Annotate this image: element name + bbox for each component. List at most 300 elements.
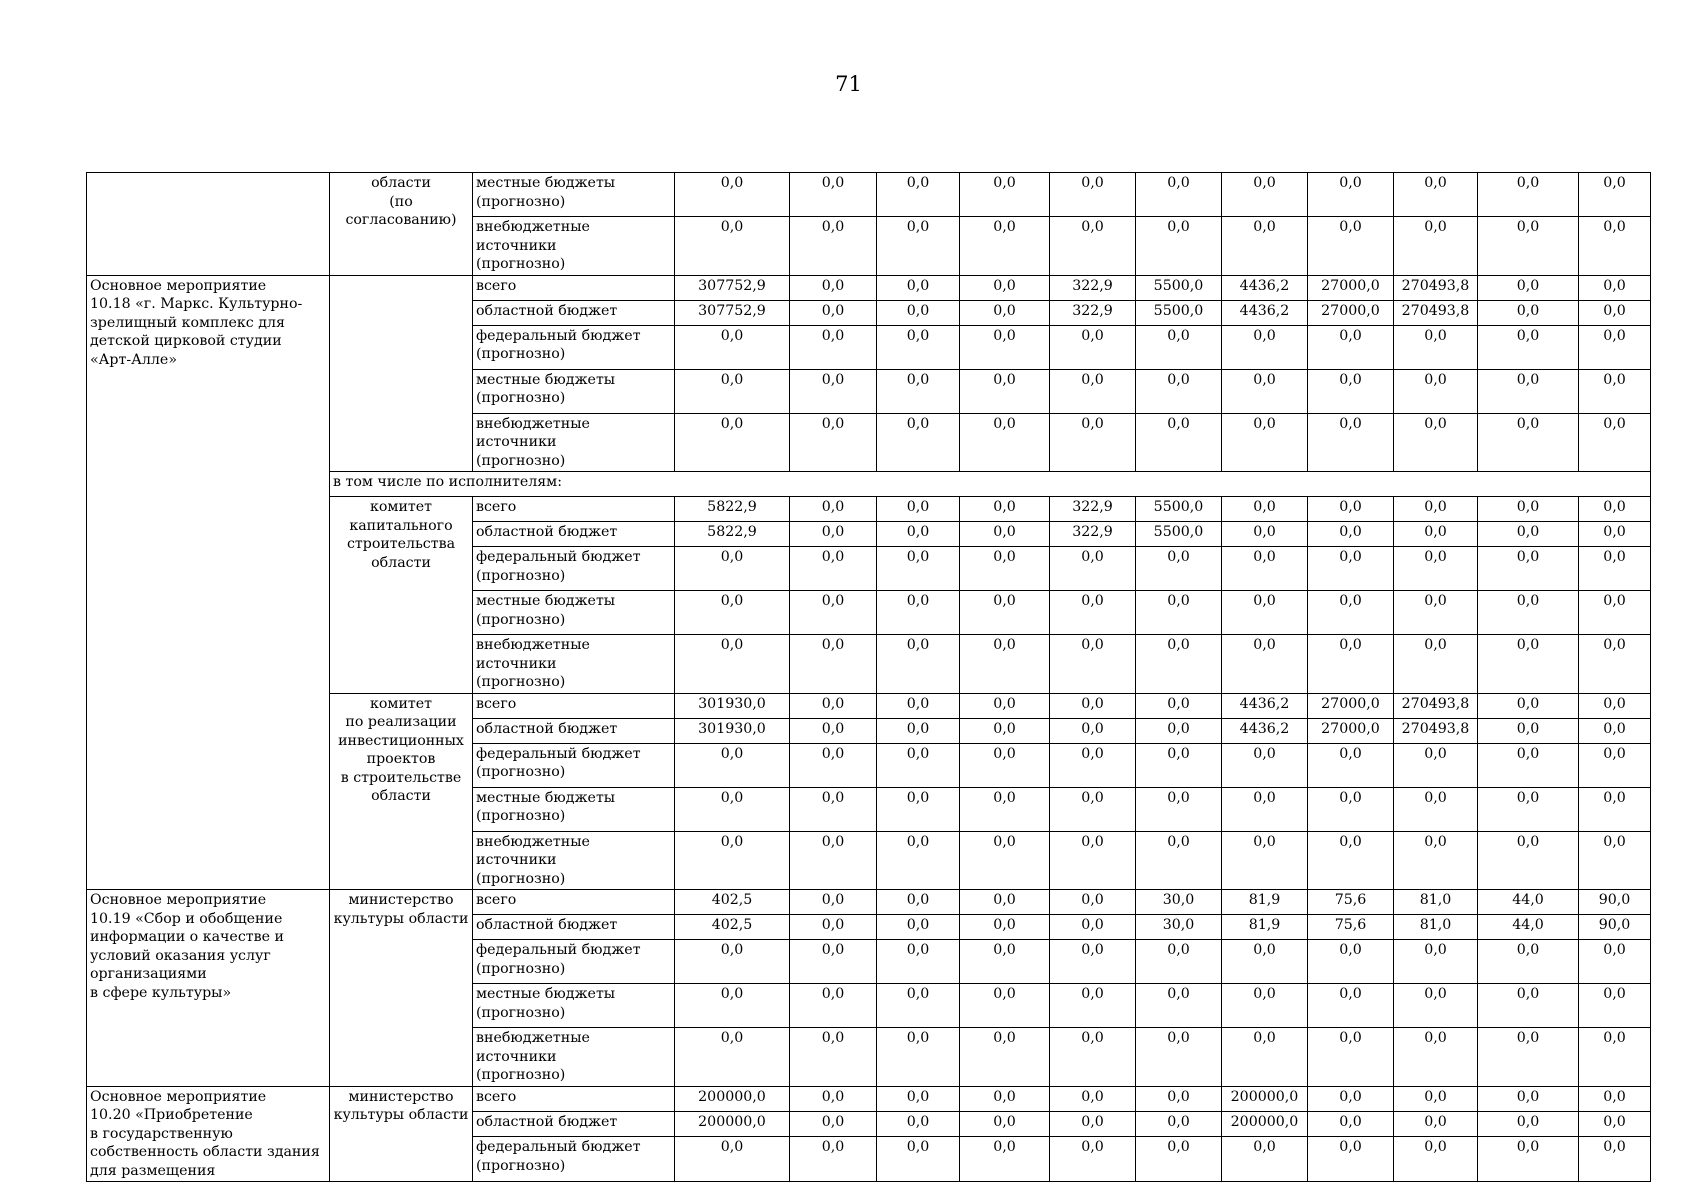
value-cell: 0,0 — [1308, 787, 1394, 831]
value-cell: 0,0 — [1308, 522, 1394, 547]
value-cell: 0,0 — [1308, 743, 1394, 787]
value-cell: 0,0 — [960, 217, 1050, 276]
source-cell: внебюджетные источники (прогнозно) — [473, 413, 675, 472]
value-cell: 0,0 — [877, 547, 960, 591]
value-cell: 0,0 — [790, 1137, 877, 1182]
value-cell: 0,0 — [1050, 369, 1136, 413]
value-cell: 0,0 — [1579, 1137, 1651, 1182]
value-cell: 0,0 — [1394, 940, 1478, 984]
executors-subheader: в том числе по исполнителям: — [330, 472, 1651, 497]
value-cell: 0,0 — [1136, 591, 1222, 635]
value-cell: 0,0 — [1222, 217, 1308, 276]
value-cell: 0,0 — [1050, 1111, 1136, 1136]
value-cell: 0,0 — [1579, 635, 1651, 694]
executor-cell: комитет по реализации инвестиционных проектов в строительстве области — [330, 693, 473, 890]
value-cell: 0,0 — [1579, 1028, 1651, 1087]
executor-cell: области (по согласованию) — [330, 173, 473, 276]
table-row — [87, 275, 1651, 300]
value-cell: 0,0 — [1579, 497, 1651, 522]
value-cell: 0,0 — [1478, 217, 1579, 276]
value-cell: 0,0 — [877, 693, 960, 718]
value-cell: 0,0 — [1308, 984, 1394, 1028]
value-cell: 0,0 — [790, 693, 877, 718]
value-cell: 0,0 — [1050, 787, 1136, 831]
value-cell: 0,0 — [1308, 413, 1394, 472]
value-cell: 0,0 — [1136, 325, 1222, 369]
executor-cell: министерство культуры области — [330, 890, 473, 1087]
value-cell: 0,0 — [1394, 522, 1478, 547]
value-cell: 0,0 — [877, 1086, 960, 1111]
value-cell: 27000,0 — [1308, 718, 1394, 743]
value-cell: 0,0 — [1579, 369, 1651, 413]
value-cell: 0,0 — [1222, 522, 1308, 547]
value-cell: 0,0 — [1394, 1086, 1478, 1111]
source-cell: всего — [473, 890, 675, 915]
value-cell: 322,9 — [1050, 522, 1136, 547]
value-cell: 0,0 — [1136, 1111, 1222, 1136]
value-cell: 0,0 — [1394, 591, 1478, 635]
value-cell: 0,0 — [960, 940, 1050, 984]
value-cell: 270493,8 — [1394, 693, 1478, 718]
value-cell: 5822,9 — [675, 522, 790, 547]
value-cell: 0,0 — [1050, 413, 1136, 472]
value-cell: 0,0 — [1478, 787, 1579, 831]
value-cell: 0,0 — [790, 275, 877, 300]
value-cell: 0,0 — [790, 217, 877, 276]
value-cell: 0,0 — [877, 635, 960, 694]
value-cell: 0,0 — [675, 547, 790, 591]
source-cell: областной бюджет — [473, 300, 675, 325]
value-cell: 0,0 — [1222, 787, 1308, 831]
value-cell: 0,0 — [1308, 497, 1394, 522]
value-cell: 0,0 — [1136, 984, 1222, 1028]
value-cell: 0,0 — [1222, 743, 1308, 787]
value-cell: 0,0 — [675, 984, 790, 1028]
source-cell: внебюджетные источники (прогнозно) — [473, 635, 675, 694]
value-cell: 0,0 — [960, 984, 1050, 1028]
value-cell: 0,0 — [1308, 217, 1394, 276]
value-cell: 0,0 — [675, 831, 790, 890]
source-cell: федеральный бюджет (прогнозно) — [473, 547, 675, 591]
value-cell: 0,0 — [1050, 743, 1136, 787]
value-cell: 0,0 — [960, 300, 1050, 325]
value-cell: 5500,0 — [1136, 497, 1222, 522]
value-cell: 81,9 — [1222, 890, 1308, 915]
value-cell: 0,0 — [1579, 413, 1651, 472]
value-cell: 0,0 — [1136, 718, 1222, 743]
source-cell: областной бюджет — [473, 915, 675, 940]
measure-cell: Основное мероприятие 10.20 «Приобретение в государственную собственность области здания для размещения — [87, 1086, 330, 1182]
value-cell: 0,0 — [877, 300, 960, 325]
value-cell: 200000,0 — [675, 1111, 790, 1136]
value-cell: 0,0 — [960, 369, 1050, 413]
value-cell: 0,0 — [1478, 1111, 1579, 1136]
value-cell: 0,0 — [960, 718, 1050, 743]
value-cell: 270493,8 — [1394, 275, 1478, 300]
value-cell: 0,0 — [1478, 635, 1579, 694]
value-cell: 0,0 — [1579, 718, 1651, 743]
value-cell: 0,0 — [1136, 831, 1222, 890]
value-cell: 0,0 — [877, 1028, 960, 1087]
source-cell: местные бюджеты (прогнозно) — [473, 787, 675, 831]
value-cell: 0,0 — [1222, 413, 1308, 472]
value-cell: 0,0 — [1478, 1028, 1579, 1087]
value-cell: 0,0 — [1394, 635, 1478, 694]
value-cell: 0,0 — [1394, 497, 1478, 522]
value-cell: 0,0 — [1308, 547, 1394, 591]
value-cell: 0,0 — [790, 718, 877, 743]
value-cell: 0,0 — [790, 743, 877, 787]
value-cell: 0,0 — [1478, 831, 1579, 890]
value-cell: 0,0 — [790, 547, 877, 591]
value-cell: 0,0 — [877, 591, 960, 635]
value-cell: 0,0 — [675, 635, 790, 694]
value-cell: 0,0 — [1136, 217, 1222, 276]
value-cell: 0,0 — [1478, 325, 1579, 369]
value-cell: 0,0 — [1478, 1137, 1579, 1182]
value-cell: 5500,0 — [1136, 275, 1222, 300]
value-cell: 0,0 — [960, 173, 1050, 217]
source-cell: всего — [473, 497, 675, 522]
measure-cell: Основное мероприятие 10.18 «г. Маркс. Культурно-зрелищный комплекс для детской цирковой студии «Арт-Алле» — [87, 275, 330, 890]
value-cell: 0,0 — [1222, 173, 1308, 217]
source-cell: областной бюджет — [473, 522, 675, 547]
budget-table — [86, 172, 1651, 1182]
value-cell: 0,0 — [1394, 743, 1478, 787]
value-cell: 402,5 — [675, 915, 790, 940]
value-cell: 0,0 — [1579, 787, 1651, 831]
value-cell: 0,0 — [877, 787, 960, 831]
source-cell: областной бюджет — [473, 718, 675, 743]
value-cell: 0,0 — [960, 1028, 1050, 1087]
value-cell: 0,0 — [1394, 787, 1478, 831]
value-cell: 0,0 — [1136, 635, 1222, 694]
value-cell: 0,0 — [877, 325, 960, 369]
value-cell: 322,9 — [1050, 275, 1136, 300]
value-cell: 0,0 — [877, 743, 960, 787]
executor-cell: комитет капитального строительства области — [330, 497, 473, 694]
value-cell: 0,0 — [1394, 325, 1478, 369]
value-cell: 0,0 — [877, 984, 960, 1028]
source-cell: федеральный бюджет (прогнозно) — [473, 743, 675, 787]
value-cell: 0,0 — [1050, 173, 1136, 217]
source-cell: федеральный бюджет (прогнозно) — [473, 325, 675, 369]
value-cell: 0,0 — [1579, 591, 1651, 635]
source-cell: федеральный бюджет (прогнозно) — [473, 1137, 675, 1182]
value-cell: 0,0 — [1579, 275, 1651, 300]
value-cell: 0,0 — [877, 915, 960, 940]
source-cell: внебюджетные источники (прогнозно) — [473, 1028, 675, 1087]
source-cell: местные бюджеты (прогнозно) — [473, 591, 675, 635]
value-cell: 0,0 — [1308, 591, 1394, 635]
value-cell: 0,0 — [1394, 369, 1478, 413]
value-cell: 0,0 — [1050, 940, 1136, 984]
value-cell: 0,0 — [1478, 369, 1579, 413]
value-cell: 0,0 — [675, 743, 790, 787]
source-cell: местные бюджеты (прогнозно) — [473, 173, 675, 217]
value-cell: 0,0 — [790, 591, 877, 635]
value-cell: 0,0 — [1308, 1137, 1394, 1182]
value-cell: 0,0 — [1308, 940, 1394, 984]
value-cell: 0,0 — [1478, 718, 1579, 743]
table-row — [87, 173, 1651, 217]
value-cell: 0,0 — [1478, 591, 1579, 635]
value-cell: 0,0 — [790, 915, 877, 940]
value-cell: 0,0 — [1222, 325, 1308, 369]
value-cell: 322,9 — [1050, 497, 1136, 522]
value-cell: 0,0 — [1478, 522, 1579, 547]
value-cell: 81,0 — [1394, 915, 1478, 940]
value-cell: 0,0 — [1222, 984, 1308, 1028]
value-cell: 0,0 — [790, 831, 877, 890]
value-cell: 0,0 — [1050, 1028, 1136, 1087]
table-row — [87, 890, 1651, 915]
value-cell: 0,0 — [675, 413, 790, 472]
source-cell: областной бюджет — [473, 1111, 675, 1136]
value-cell: 0,0 — [1222, 1137, 1308, 1182]
value-cell: 0,0 — [1394, 984, 1478, 1028]
value-cell: 0,0 — [790, 1111, 877, 1136]
value-cell: 0,0 — [1579, 940, 1651, 984]
executor-cell — [330, 275, 473, 472]
value-cell: 0,0 — [877, 522, 960, 547]
value-cell: 0,0 — [960, 743, 1050, 787]
value-cell: 0,0 — [790, 369, 877, 413]
value-cell: 0,0 — [960, 275, 1050, 300]
value-cell: 0,0 — [675, 1028, 790, 1087]
value-cell: 200000,0 — [1222, 1086, 1308, 1111]
value-cell: 0,0 — [1222, 547, 1308, 591]
source-cell: всего — [473, 275, 675, 300]
value-cell: 200000,0 — [1222, 1111, 1308, 1136]
value-cell: 4436,2 — [1222, 718, 1308, 743]
value-cell: 0,0 — [960, 915, 1050, 940]
value-cell: 0,0 — [1478, 693, 1579, 718]
value-cell: 0,0 — [960, 1111, 1050, 1136]
value-cell: 301930,0 — [675, 693, 790, 718]
value-cell: 90,0 — [1579, 890, 1651, 915]
value-cell: 0,0 — [1579, 1086, 1651, 1111]
value-cell: 0,0 — [960, 635, 1050, 694]
value-cell: 0,0 — [675, 325, 790, 369]
value-cell: 0,0 — [1050, 1137, 1136, 1182]
value-cell: 0,0 — [1050, 591, 1136, 635]
value-cell: 0,0 — [1579, 173, 1651, 217]
value-cell: 0,0 — [877, 497, 960, 522]
value-cell: 0,0 — [1308, 635, 1394, 694]
value-cell: 0,0 — [960, 497, 1050, 522]
value-cell: 0,0 — [790, 497, 877, 522]
source-cell: внебюджетные источники (прогнозно) — [473, 831, 675, 890]
value-cell: 0,0 — [877, 831, 960, 890]
value-cell: 0,0 — [1050, 1086, 1136, 1111]
value-cell: 0,0 — [1222, 940, 1308, 984]
value-cell: 81,9 — [1222, 915, 1308, 940]
value-cell: 0,0 — [1136, 413, 1222, 472]
value-cell: 0,0 — [877, 890, 960, 915]
value-cell: 0,0 — [1222, 591, 1308, 635]
value-cell: 0,0 — [1308, 1028, 1394, 1087]
source-cell: федеральный бюджет (прогнозно) — [473, 940, 675, 984]
value-cell: 0,0 — [1050, 547, 1136, 591]
value-cell: 307752,9 — [675, 275, 790, 300]
value-cell: 0,0 — [1050, 217, 1136, 276]
value-cell: 0,0 — [960, 325, 1050, 369]
value-cell: 4436,2 — [1222, 275, 1308, 300]
value-cell: 0,0 — [1136, 1086, 1222, 1111]
value-cell: 5822,9 — [675, 497, 790, 522]
value-cell: 0,0 — [1478, 1086, 1579, 1111]
value-cell: 0,0 — [1050, 831, 1136, 890]
value-cell: 0,0 — [675, 173, 790, 217]
value-cell: 0,0 — [877, 217, 960, 276]
value-cell: 5500,0 — [1136, 522, 1222, 547]
value-cell: 0,0 — [1308, 325, 1394, 369]
value-cell: 0,0 — [960, 591, 1050, 635]
value-cell: 27000,0 — [1308, 300, 1394, 325]
value-cell: 0,0 — [1394, 831, 1478, 890]
value-cell: 75,6 — [1308, 915, 1394, 940]
value-cell: 0,0 — [790, 300, 877, 325]
value-cell: 0,0 — [1308, 369, 1394, 413]
value-cell: 0,0 — [675, 787, 790, 831]
value-cell: 0,0 — [675, 217, 790, 276]
value-cell: 0,0 — [1579, 547, 1651, 591]
value-cell: 0,0 — [1579, 217, 1651, 276]
value-cell: 0,0 — [790, 522, 877, 547]
measure-cell — [87, 173, 330, 276]
value-cell: 322,9 — [1050, 300, 1136, 325]
value-cell: 5500,0 — [1136, 300, 1222, 325]
value-cell: 0,0 — [1478, 547, 1579, 591]
value-cell: 0,0 — [1308, 173, 1394, 217]
source-cell: местные бюджеты (прогнозно) — [473, 984, 675, 1028]
value-cell: 0,0 — [960, 831, 1050, 890]
value-cell: 0,0 — [675, 369, 790, 413]
value-cell: 0,0 — [790, 890, 877, 915]
value-cell: 0,0 — [960, 522, 1050, 547]
value-cell: 30,0 — [1136, 915, 1222, 940]
value-cell: 4436,2 — [1222, 300, 1308, 325]
value-cell: 0,0 — [960, 547, 1050, 591]
value-cell: 0,0 — [960, 413, 1050, 472]
value-cell: 0,0 — [1478, 300, 1579, 325]
value-cell: 0,0 — [1478, 984, 1579, 1028]
value-cell: 0,0 — [790, 413, 877, 472]
source-cell: местные бюджеты (прогнозно) — [473, 369, 675, 413]
value-cell: 0,0 — [790, 940, 877, 984]
value-cell: 0,0 — [1050, 890, 1136, 915]
value-cell: 0,0 — [1308, 1111, 1394, 1136]
value-cell: 0,0 — [960, 890, 1050, 915]
executor-cell: министерство культуры области — [330, 1086, 473, 1182]
value-cell: 301930,0 — [675, 718, 790, 743]
value-cell: 0,0 — [960, 787, 1050, 831]
value-cell: 27000,0 — [1308, 693, 1394, 718]
value-cell: 0,0 — [1050, 915, 1136, 940]
source-cell: всего — [473, 1086, 675, 1111]
value-cell: 0,0 — [675, 940, 790, 984]
value-cell: 0,0 — [790, 325, 877, 369]
value-cell: 0,0 — [877, 718, 960, 743]
value-cell: 44,0 — [1478, 890, 1579, 915]
value-cell: 0,0 — [1579, 522, 1651, 547]
value-cell: 0,0 — [1394, 1137, 1478, 1182]
value-cell: 0,0 — [1478, 940, 1579, 984]
value-cell: 0,0 — [1222, 635, 1308, 694]
value-cell: 0,0 — [1222, 369, 1308, 413]
value-cell: 0,0 — [1050, 718, 1136, 743]
value-cell: 0,0 — [1308, 1086, 1394, 1111]
value-cell: 0,0 — [1222, 831, 1308, 890]
value-cell: 0,0 — [1478, 413, 1579, 472]
value-cell: 0,0 — [1394, 413, 1478, 472]
value-cell: 0,0 — [1394, 547, 1478, 591]
value-cell: 0,0 — [877, 1137, 960, 1182]
value-cell: 0,0 — [1136, 1137, 1222, 1182]
value-cell: 0,0 — [1050, 325, 1136, 369]
value-cell: 44,0 — [1478, 915, 1579, 940]
value-cell: 0,0 — [1222, 1028, 1308, 1087]
value-cell: 270493,8 — [1394, 300, 1478, 325]
value-cell: 0,0 — [877, 275, 960, 300]
value-cell: 0,0 — [1394, 173, 1478, 217]
value-cell: 0,0 — [790, 635, 877, 694]
value-cell: 0,0 — [1136, 940, 1222, 984]
value-cell: 0,0 — [1478, 497, 1579, 522]
value-cell: 75,6 — [1308, 890, 1394, 915]
value-cell: 0,0 — [877, 369, 960, 413]
value-cell: 0,0 — [1579, 984, 1651, 1028]
value-cell: 0,0 — [790, 1028, 877, 1087]
value-cell: 0,0 — [1579, 693, 1651, 718]
value-cell: 0,0 — [1478, 173, 1579, 217]
value-cell: 0,0 — [1136, 369, 1222, 413]
value-cell: 0,0 — [1050, 693, 1136, 718]
value-cell: 0,0 — [1478, 743, 1579, 787]
table-row — [87, 1086, 1651, 1111]
value-cell: 0,0 — [877, 173, 960, 217]
value-cell: 0,0 — [1579, 1111, 1651, 1136]
value-cell: 200000,0 — [675, 1086, 790, 1111]
value-cell: 0,0 — [960, 693, 1050, 718]
value-cell: 0,0 — [1579, 325, 1651, 369]
source-cell: всего — [473, 693, 675, 718]
value-cell: 90,0 — [1579, 915, 1651, 940]
page-number: 71 — [835, 72, 862, 96]
value-cell: 0,0 — [1394, 217, 1478, 276]
value-cell: 0,0 — [1050, 984, 1136, 1028]
value-cell: 0,0 — [1579, 831, 1651, 890]
value-cell: 0,0 — [790, 173, 877, 217]
value-cell: 0,0 — [1136, 1028, 1222, 1087]
value-cell: 0,0 — [877, 413, 960, 472]
value-cell: 0,0 — [675, 591, 790, 635]
value-cell: 0,0 — [1222, 497, 1308, 522]
value-cell: 0,0 — [790, 787, 877, 831]
value-cell: 0,0 — [1050, 635, 1136, 694]
value-cell: 0,0 — [675, 1137, 790, 1182]
value-cell: 0,0 — [877, 1111, 960, 1136]
value-cell: 0,0 — [1136, 547, 1222, 591]
value-cell: 270493,8 — [1394, 718, 1478, 743]
value-cell: 0,0 — [960, 1137, 1050, 1182]
source-cell: внебюджетные источники (прогнозно) — [473, 217, 675, 276]
value-cell: 4436,2 — [1222, 693, 1308, 718]
value-cell: 81,0 — [1394, 890, 1478, 915]
value-cell: 27000,0 — [1308, 275, 1394, 300]
value-cell: 0,0 — [1136, 743, 1222, 787]
